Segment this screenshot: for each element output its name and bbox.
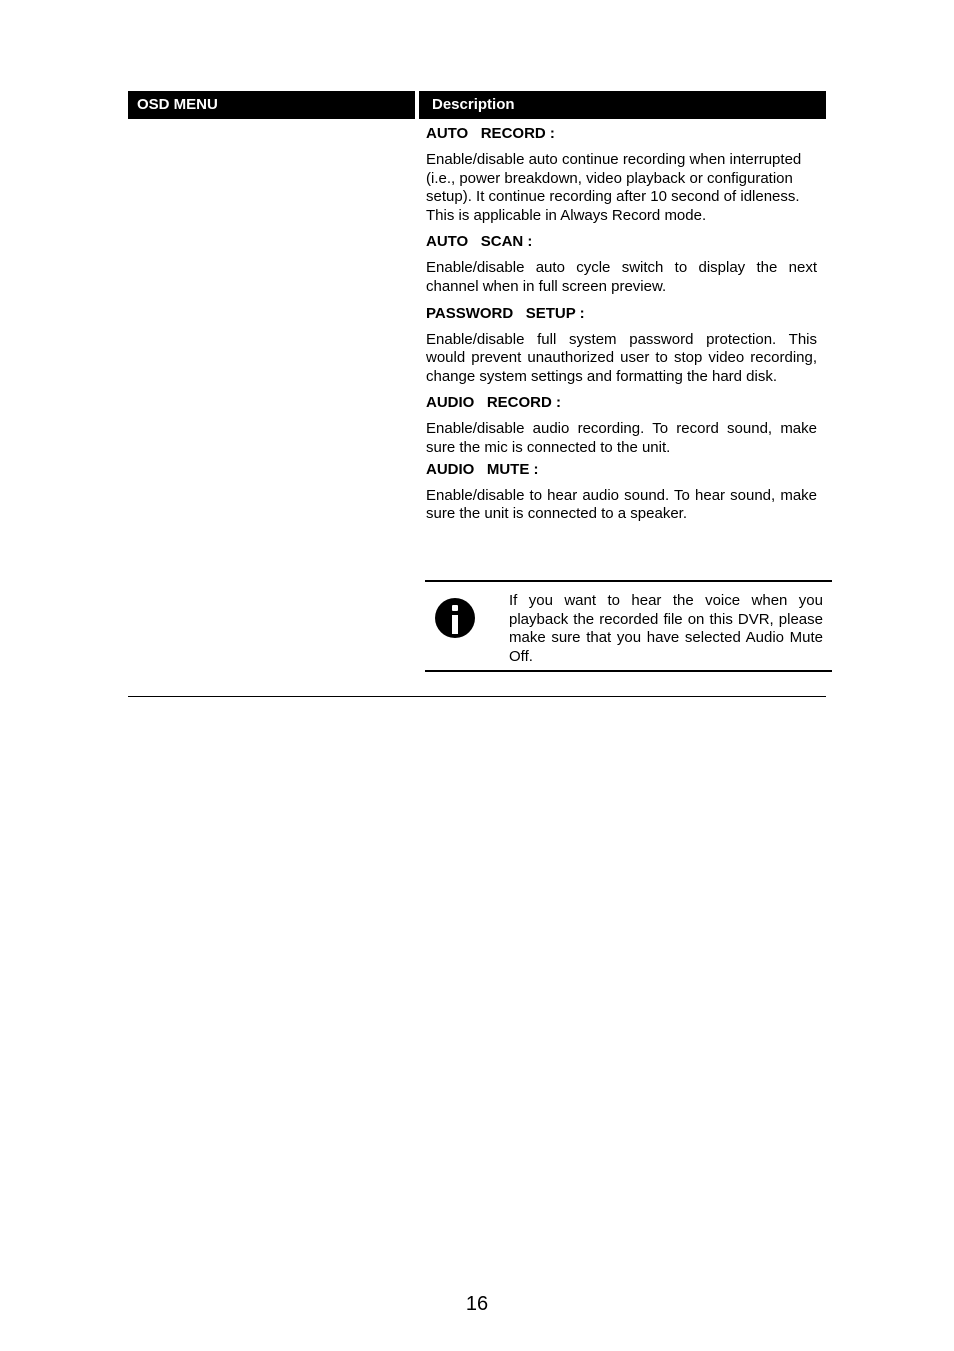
item-text: Enable/disable audio recording. To record sound, make sure the mic is connected to the unit. <box>426 420 817 456</box>
header-osd-menu: OSD MENU <box>128 91 415 119</box>
item-text: Enable/disable full system password protection. This would prevent unauthorized user to stop video recording, change system settings and formatting the hard disk. <box>426 330 817 385</box>
item-title: AUDIO MUTE : <box>426 460 539 478</box>
item-auto-record <box>426 125 817 225</box>
info-icon <box>435 598 475 638</box>
page-number: 16 <box>465 1293 489 1315</box>
item-text: Enable/disable to hear audio sound. To hear sound, make sure the unit is connected to a speaker. <box>426 486 817 523</box>
item-text: Enable/disable auto cycle switch to display the next channel when in full screen preview. <box>426 259 817 295</box>
item-audio-mute <box>426 461 817 524</box>
item-title: AUDIO RECORD : <box>426 394 561 412</box>
note-box <box>425 580 832 672</box>
item-password-setup <box>426 305 817 387</box>
item-text: Enable/disable auto continue recording when interrupted (i.e., power breakdown, video playback or configuration setup). It continue recording after 10 second of idleness. This is applicable in Always Record mode. <box>426 151 802 224</box>
item-title: AUTO RECORD : <box>426 125 555 142</box>
item-audio-record <box>426 394 817 457</box>
item-title: PASSWORD SETUP : <box>426 304 585 322</box>
item-title: AUTO SCAN : <box>426 233 533 251</box>
description-column <box>426 122 817 532</box>
item-auto-scan <box>426 233 817 296</box>
header-description: Description <box>419 91 826 119</box>
note-text: If you want to hear the voice when you playback the recorded file on this DVR, please make sure that you have selected Audio Mute Off. <box>509 592 823 665</box>
table-bottom-rule <box>128 696 826 697</box>
